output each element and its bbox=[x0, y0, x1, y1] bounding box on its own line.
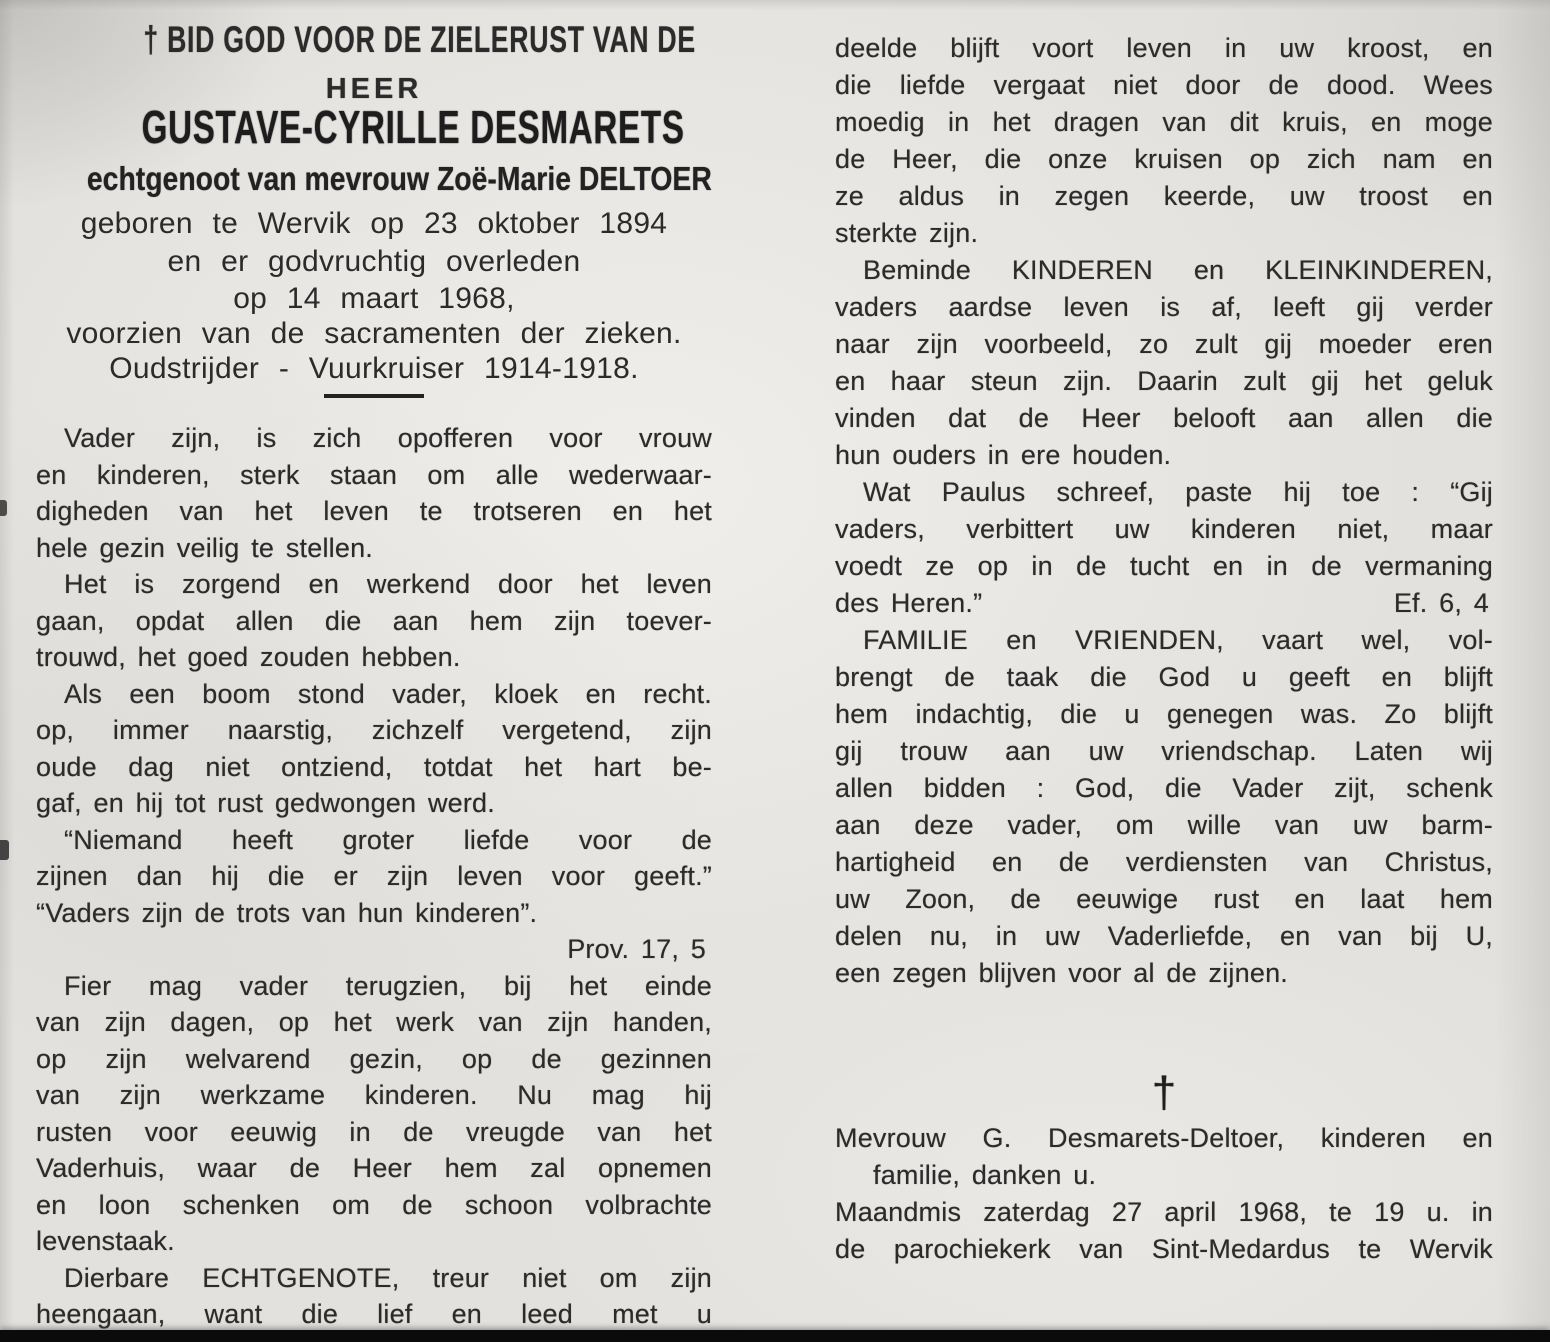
text-line: op, immer naarstig, zichzelf vergetend, zijn bbox=[36, 715, 712, 745]
honorific-line: HEER bbox=[325, 73, 423, 105]
right-column bbox=[835, 30, 1493, 1268]
text-line: Fier mag vader terugzien, bij het einde bbox=[64, 970, 712, 1001]
text-line: deelde blijft voort leven in uw kroost, en bbox=[835, 33, 1493, 63]
death-line-2: op 14 maart 1968, bbox=[233, 282, 515, 315]
text-line: van zijn werkzame kinderen. Nu mag hij bbox=[36, 1080, 712, 1110]
text-line: sterkte zijn. bbox=[835, 218, 979, 248]
paragraph bbox=[36, 420, 712, 566]
text-line: Maandmis zaterdag 27 april 1968, te 19 u. in bbox=[835, 1197, 1493, 1227]
left-column bbox=[36, 16, 712, 1333]
deceased-name bbox=[36, 101, 712, 160]
scan-artifact bbox=[0, 500, 7, 516]
text-line: uw Zoon, de eeuwige rust en laat hem bbox=[835, 884, 1493, 914]
text-line: een zegen blijven voor al de zijnen. bbox=[835, 958, 1288, 988]
text-line: Het is zorgend en werkend door het leven bbox=[64, 569, 712, 599]
text-line: voedt ze op in de tucht en in de vermaning bbox=[835, 551, 1493, 581]
text-line: de parochiekerk van Sint-Medardus te Wervik bbox=[835, 1234, 1493, 1264]
text-line: en haar steun zijn. Daarin zult gij het geluk bbox=[835, 366, 1493, 396]
text-line: hartigheid en de verdiensten van Christus, bbox=[835, 847, 1493, 877]
text-line: van zijn dagen, op het werk van zijn handen, bbox=[36, 1007, 712, 1037]
paragraph bbox=[835, 1120, 1493, 1194]
text-line: moedig in het dragen van dit kruis, en moge bbox=[835, 107, 1493, 137]
text-line: FAMILIE en VRIENDEN, vaart wel, vol- bbox=[863, 625, 1493, 655]
text-line: “Vaders zijn de trots van hun kinderen”. bbox=[36, 897, 538, 928]
text-line: delen nu, in uw Vaderliefde, en van bij U, bbox=[835, 921, 1493, 951]
death-line-1: en er godvruchtig overleden bbox=[167, 245, 581, 278]
paragraph bbox=[835, 474, 1493, 622]
text-line: gaf, en hij tot rust gedwongen werd. bbox=[36, 788, 495, 818]
text-line: vaders aardse leven is af, leeft gij verder bbox=[835, 292, 1493, 322]
right-column-text bbox=[835, 30, 1493, 992]
invocation-line bbox=[36, 16, 712, 72]
closing-text bbox=[835, 1120, 1493, 1268]
spouse-line bbox=[36, 160, 712, 205]
text-line: Dierbare ECHTGENOTE, treur niet om zijn bbox=[64, 1262, 712, 1293]
text-line: Vader zijn, is zich opofferen voor vrouw bbox=[64, 423, 712, 453]
text-line: Mevrouw G. Desmarets-Deltoer, kinderen en bbox=[835, 1123, 1493, 1153]
text-line: gij trouw aan uw vriendschap. Laten wij bbox=[835, 736, 1493, 766]
text-line: vaders, verbittert uw kinderen niet, maar bbox=[835, 514, 1493, 544]
paragraph bbox=[36, 1260, 712, 1333]
text-line: oude dag niet ontziend, totdat het hart be- bbox=[36, 751, 712, 782]
text-line: aan deze vader, om wille van uw barm- bbox=[835, 810, 1493, 840]
invocation-text: † BID GOD VOOR DE ZIELERUST VAN DE bbox=[143, 19, 696, 60]
bottom-scan-bar bbox=[0, 1330, 1550, 1342]
text-line: familie, danken u. bbox=[873, 1160, 1097, 1190]
text-line: gaan, opdat allen die aan hem zijn toever- bbox=[36, 605, 712, 636]
text-line: brengt de taak die God u geeft en blijft bbox=[835, 662, 1493, 692]
text-line: trouwd, het goed zouden hebben. bbox=[36, 642, 461, 672]
card-header bbox=[36, 16, 712, 398]
scan-artifact bbox=[0, 840, 9, 860]
scripture-reference: Prov. 17, 5 bbox=[567, 934, 706, 964]
paragraph bbox=[835, 1194, 1493, 1268]
paragraph bbox=[36, 676, 712, 822]
paragraph bbox=[835, 622, 1493, 992]
text-line: allen bidden : God, die Vader zijt, schenk bbox=[835, 773, 1493, 803]
text-line: heengaan, want die lief en leed met u bbox=[36, 1299, 712, 1329]
text-line: vinden dat de Heer belooft aan allen die bbox=[835, 403, 1493, 433]
paragraph bbox=[36, 822, 712, 968]
paragraph bbox=[835, 252, 1493, 474]
text-line: hem indachtig, die u genegen was. Zo blijft bbox=[835, 699, 1493, 729]
text-line: ze aldus in zegen keerde, uw troost en bbox=[835, 181, 1493, 211]
left-column-text bbox=[36, 420, 712, 1333]
paragraph bbox=[36, 968, 712, 1260]
text-line: op zijn welvarend gezin, op de gezinnen bbox=[36, 1043, 712, 1074]
text-line: hun ouders in ere houden. bbox=[835, 440, 1172, 470]
veteran-line: Oudstrijder - Vuurkruiser 1914-1918. bbox=[109, 352, 639, 385]
paragraph bbox=[835, 30, 1493, 252]
birth-line: geboren te Wervik op 23 oktober 1894 bbox=[80, 207, 668, 240]
text-line: rusten voor eeuwig in de vreugde van het bbox=[36, 1116, 712, 1147]
text-line: zijnen dan hij die er zijn leven voor geeft.” bbox=[36, 861, 712, 891]
text-line: hele gezin veilig te stellen. bbox=[36, 532, 373, 563]
text-line: “Niemand heeft groter liefde voor de bbox=[64, 824, 712, 855]
text-line: en kinderen, sterk staan om alle wederwaar- bbox=[36, 459, 712, 490]
text-line: Als een boom stond vader, kloek en recht. bbox=[64, 678, 712, 709]
text-line: Beminde KINDEREN en KLEINKINDEREN, bbox=[863, 255, 1493, 285]
text-line: levenstaak. bbox=[36, 1226, 175, 1256]
text-line: en loon schenken om de schoon volbrachte bbox=[36, 1189, 712, 1220]
text-line: naar zijn voorbeeld, zo zult gij moeder eren bbox=[835, 329, 1493, 359]
paragraph bbox=[36, 566, 712, 676]
text-line: die liefde vergaat niet door de dood. Wees bbox=[835, 70, 1493, 100]
text-line bbox=[835, 585, 1493, 622]
text-line: Vaderhuis, waar de Heer hem zal opnemen bbox=[36, 1153, 712, 1183]
spouse-line-text: echtgenoot van mevrouw Zoë-Marie DELTOER bbox=[86, 160, 712, 197]
text-line: de Heer, die onze kruisen op zich nam en bbox=[835, 144, 1493, 174]
deceased-name-text: GUSTAVE-CYRILLE DESMARETS bbox=[141, 101, 685, 153]
text-line: Wat Paulus schreef, paste hij toe : “Gij bbox=[863, 477, 1493, 507]
sacraments-line: voorzien van de sacramenten der zieken. bbox=[66, 317, 682, 350]
line-text: des Heren.” bbox=[835, 588, 983, 618]
cross-icon: † bbox=[1151, 1068, 1177, 1117]
scripture-reference: Ef. 6, 4 bbox=[1393, 588, 1489, 618]
divider-rule bbox=[324, 394, 424, 398]
text-line: digheden van het leven te trotseren en het bbox=[36, 496, 712, 526]
